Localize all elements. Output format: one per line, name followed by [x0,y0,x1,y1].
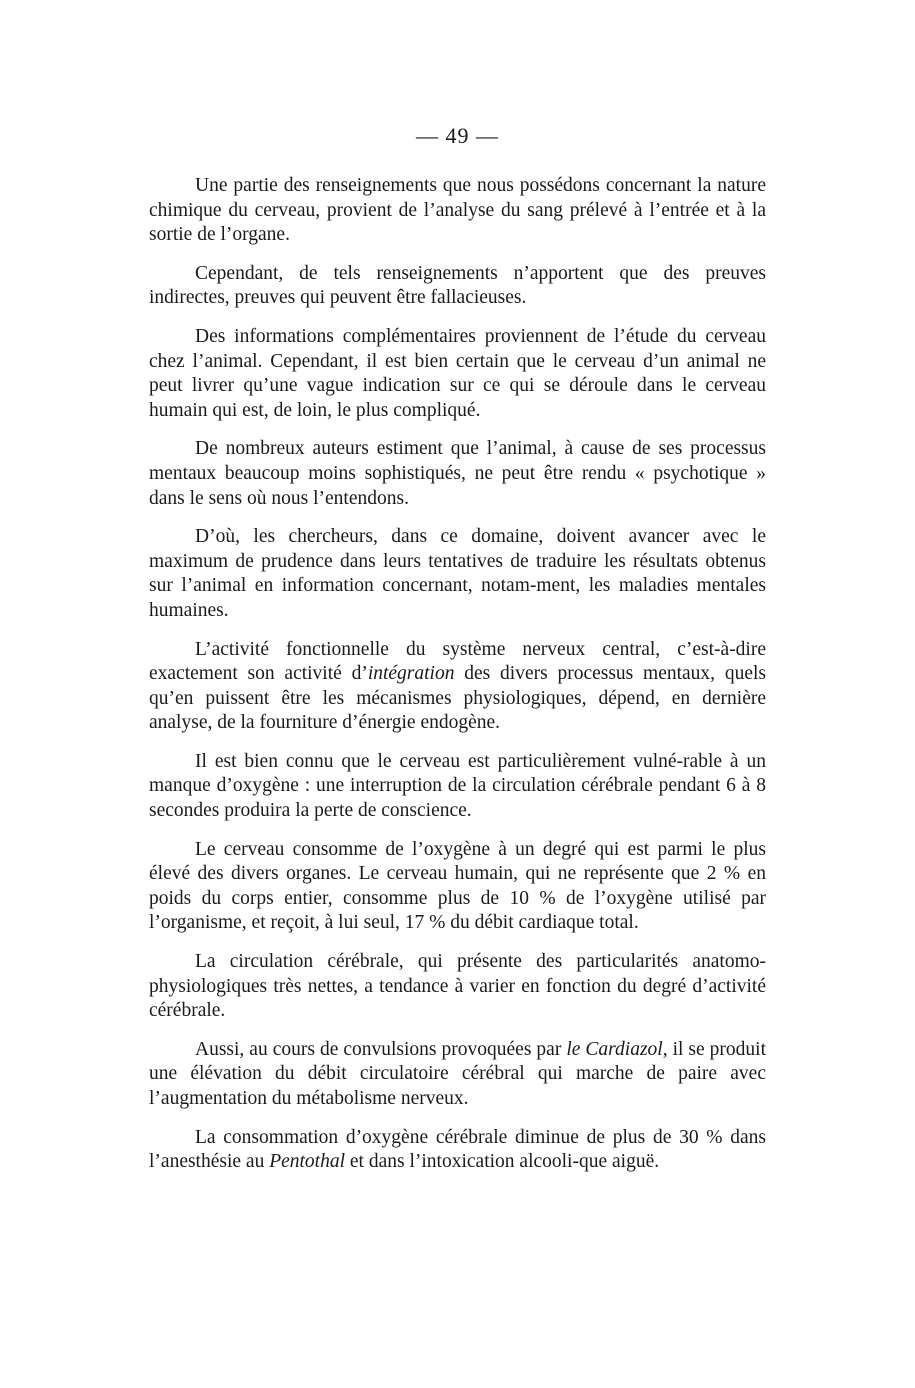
page-number: — 49 — [416,123,499,148]
paragraph-5: D’où, les chercheurs, dans ce domaine, doivent avancer avec le maximum de prudence dans leurs tentatives de traduire les résultats obtenus sur l’animal en information concernant, notam-ment, les maladies mentales humaines. [149,526,766,621]
paragraph-11-italic-term: Pentothal [269,1151,346,1173]
paragraph-9: La circulation cérébrale, qui présente des particularités anatomo-physiologiques très nettes, a tendance à varier en fonction du degré d’activité cérébrale. [149,951,766,1022]
document-page [149,122,766,1189]
paragraph-8: Le cerveau consomme de l’oxygène à un degré qui est parmi le plus élevé des divers organes. Le cerveau humain, qui ne représente que 2 % en poids du corps entier, consomme plus de 10 % de l’oxygène utilisé par l’organisme, et reçoit, à lui seul, 17 % du débit cardiaque total. [149,838,766,934]
paragraph-11-text-before: La consommation d’oxygène cérébrale diminue de plus de 30 % dans l’anesthésie au [149,1126,766,1173]
paragraph-6-italic-term: intégration [367,663,455,685]
paragraph-11 [149,1126,766,1175]
paragraph-10-text-after: il se produit une élévation du débit circulatoire cérébral qui marche de paire avec l’augmentation du métabolisme nerveux. [149,1038,766,1109]
paragraph-10-italic-term: le Cardiazol, [566,1038,668,1060]
paragraph-4: De nombreux auteurs estiment que l’animal, à cause de ses processus mentaux beaucoup moins sophistiqués, ne peut être rendu « psychotique » dans le sens où nous l’entendons. [149,438,766,509]
paragraph-11-text-after: et dans l’intoxication alcooli-que aiguë. [345,1151,660,1173]
paragraph-10-text-before: Aussi, au cours de convulsions provoquées par [195,1038,567,1060]
paragraph-7: Il est bien connu que le cerveau est particulièrement vulné-rable à un manque d’oxygène : une interruption de la circulation cérébrale pendant 6 à 8 secondes produira la perte de conscience. [149,750,766,822]
paragraph-1: Une partie des renseignements que nous possédons concernant la nature chimique du cerveau, provient de l’analyse du sang prélevé à l’entrée et à la sortie de l’organe. [149,175,766,246]
paragraph-10 [149,1038,766,1112]
paragraph-6 [149,638,766,736]
paragraph-6-text-before: L’activité fonctionnelle du système nerveux central, c’est-à-dire exactement son activité d’ [149,638,766,685]
paragraph-3: Des informations complémentaires proviennent de l’étude du cerveau chez l’animal. Cependant, il est bien certain que le cerveau d’un animal ne peut livrer qu’une vague indication sur ce qui se déroule dans le cerveau humain qui est, de loin, le plus compliqué. [149,325,766,421]
paragraph-2: Cependant, de tels renseignements n’apportent que des preuves indirectes, preuves qui peuvent être fallacieuses. [149,262,766,309]
paragraph-6-text-after: des divers processus mentaux, quels qu’en puissent être les mécanismes physiologiques, dépend, en dernière analyse, de la fourniture d’énergie endogène. [149,663,766,734]
